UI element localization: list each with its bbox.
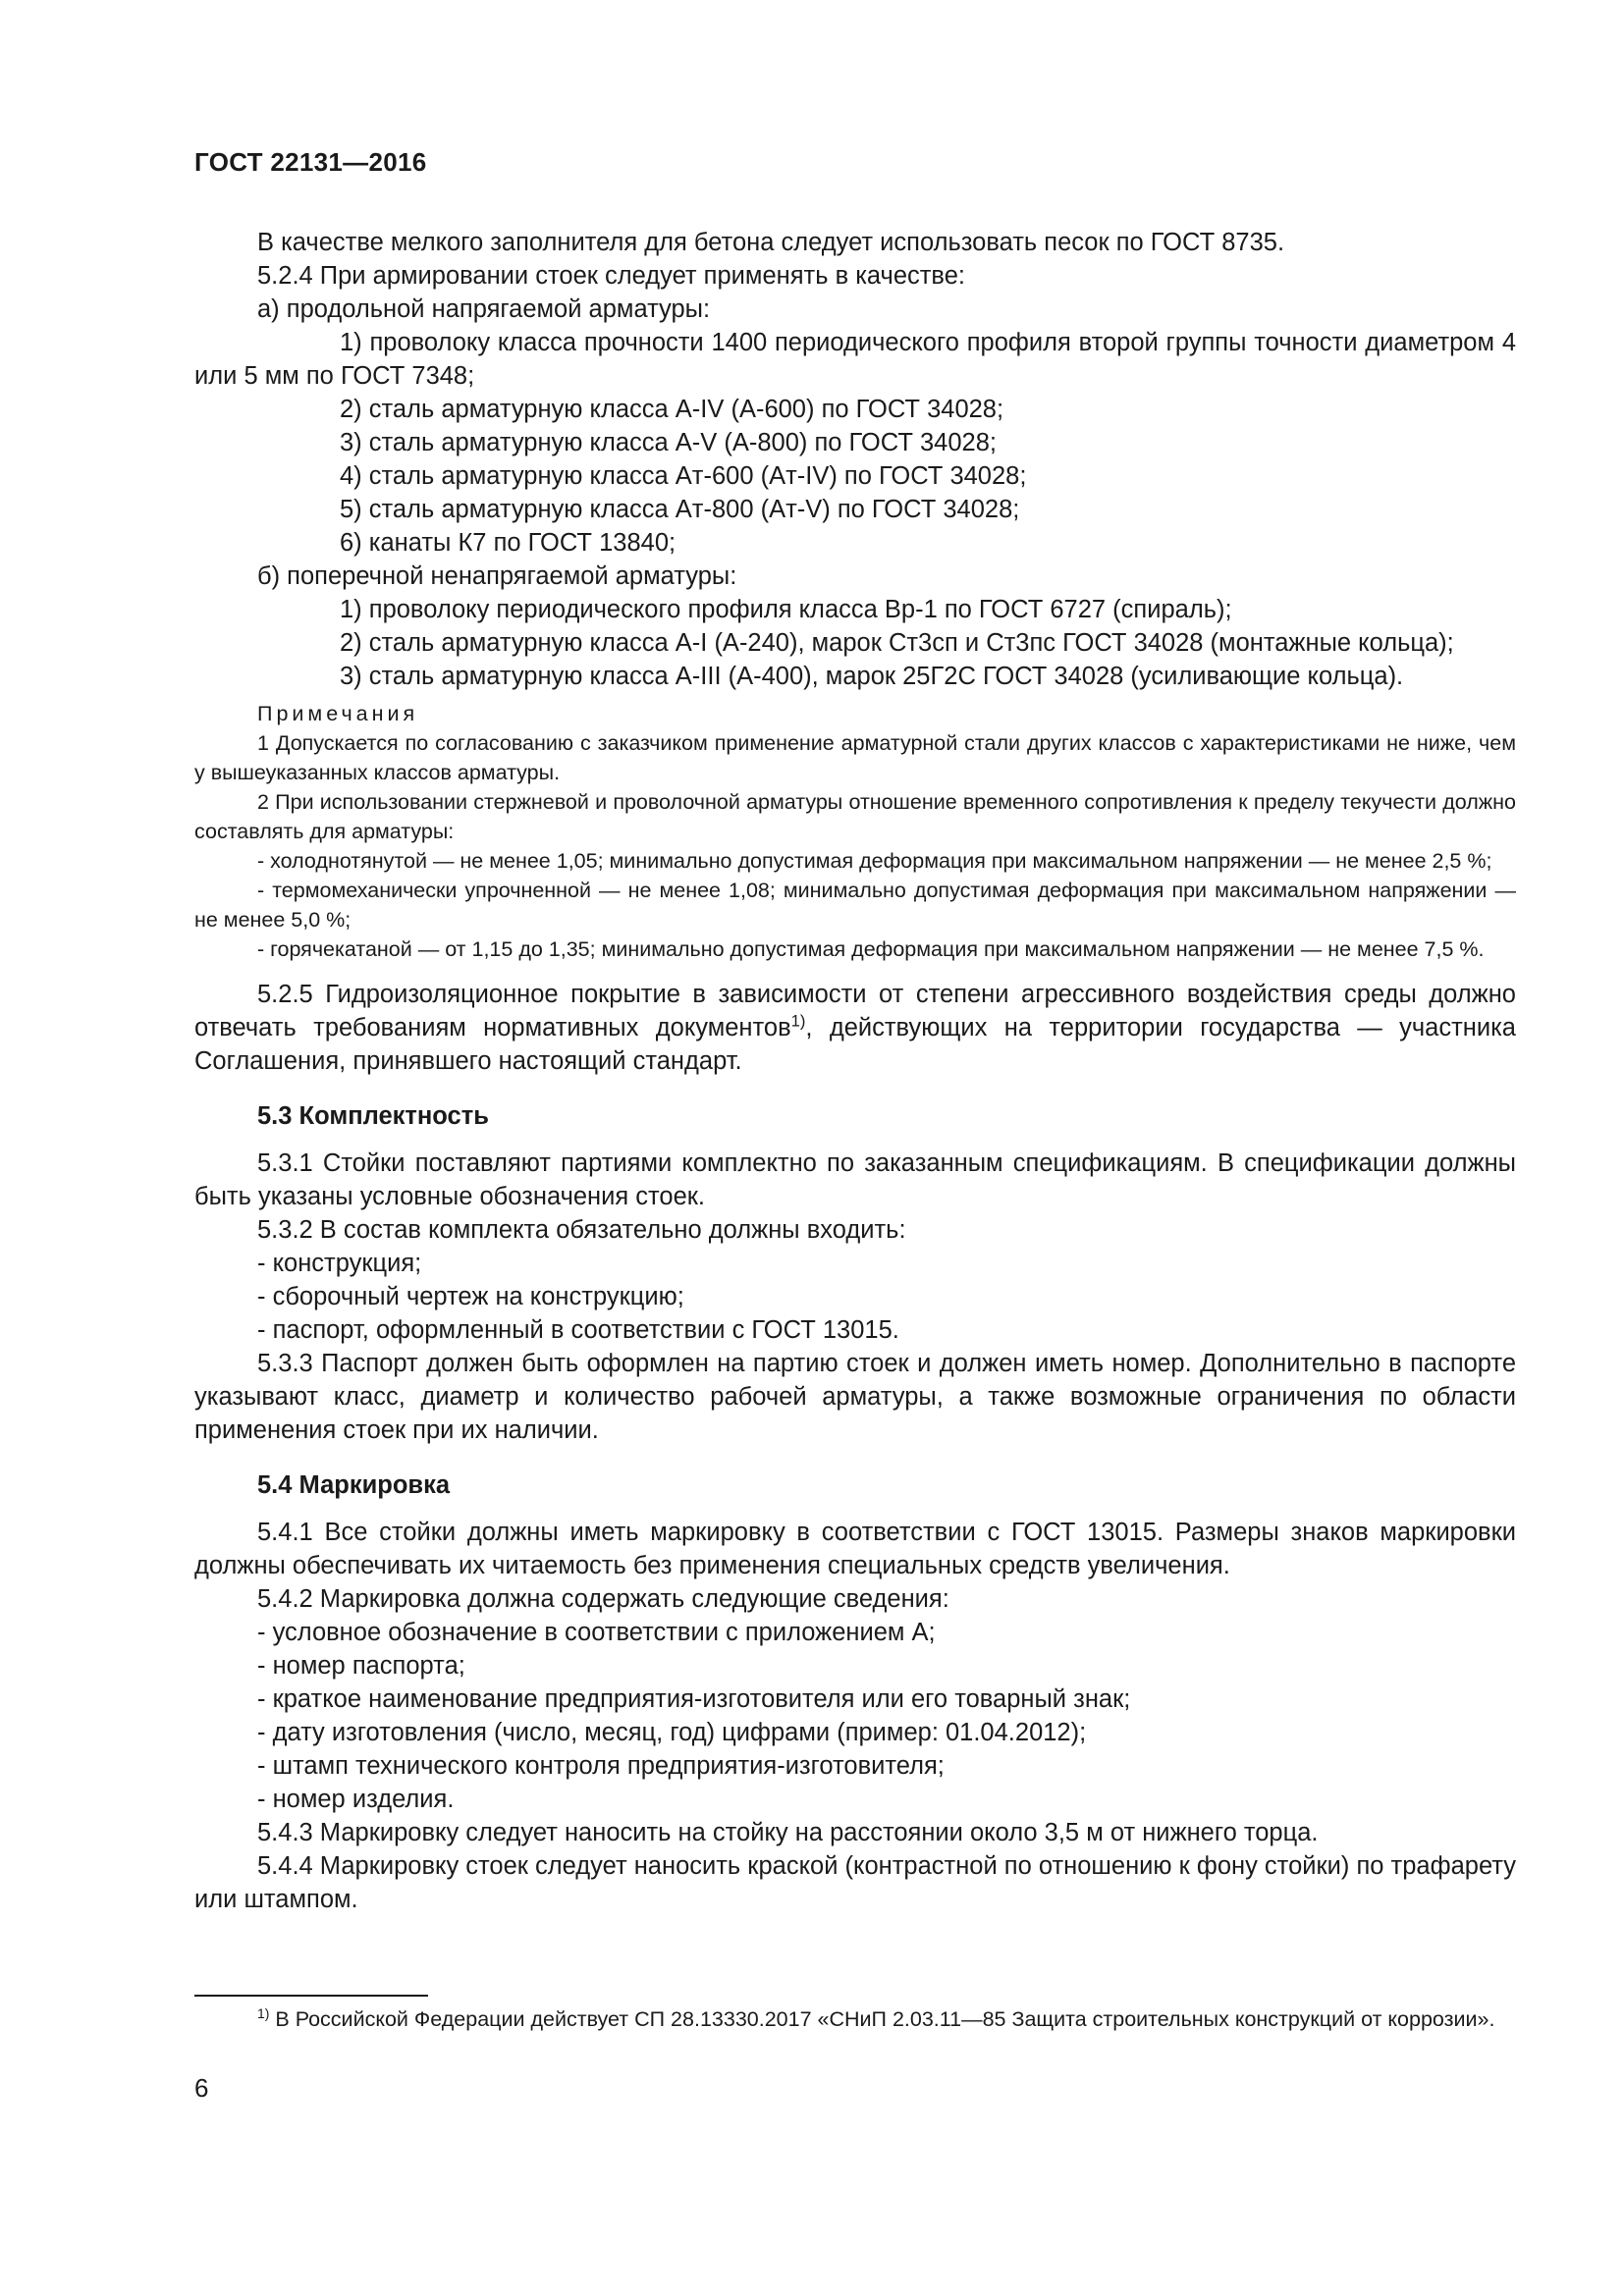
note: - горячекатаной — от 1,15 до 1,35; минимально допустимая деформация при максимальном напряжении — не менее 7,5 %. [257, 937, 1485, 961]
document-header: ГОСТ 22131—2016 [194, 147, 427, 177]
list-item: 4) сталь арматурную класса Aт-600 (Aт-IV) по ГОСТ 34028; [340, 462, 1027, 490]
list-item: 1) проволоку класса прочности 1400 периодического профиля второй группы точности диаметром 4 или 5 мм по ГОСТ 7348; [194, 329, 1516, 390]
note: 1 Допускается по согласованию с заказчиком применение арматурной стали других классов с характеристиками не ниже, чем у вышеуказанных классов арматуры. [194, 731, 1516, 784]
paragraph: 5.3.3 Паспорт должен быть оформлен на партию стоек и должен иметь номер. Дополнительно в паспорте указывают класс, диаметр и количество рабочей арматуры, а также возможные ограничения по области применения стоек при их наличии. [194, 1350, 1516, 1444]
list-item: - условное обозначение в соответствии с приложением А; [257, 1619, 936, 1646]
footnote-text: В Российской Федерации действует СП 28.13330.2017 «СНиП 2.03.11—85 Защита строительных конструкций от коррозии». [269, 2007, 1495, 2031]
list-item: б) поперечной ненапрягаемой арматуры: [257, 562, 737, 590]
list-item: - сборочный чертеж на конструкцию; [257, 1283, 684, 1310]
list-item: - краткое наименование предприятия-изготовителя или его товарный знак; [257, 1685, 1131, 1713]
list-item: 6) канаты К7 по ГОСТ 13840; [340, 529, 677, 557]
list-item: - номер изделия. [257, 1786, 455, 1813]
paragraph: 5.4.4 Маркировку стоек следует наносить краской (контрастной по отношению к фону стойки) по трафарету или штампом. [194, 1852, 1516, 1913]
footnote-mark: 1) [257, 2004, 270, 2021]
list-item: 3) сталь арматурную класса A-V (A-800) по ГОСТ 34028; [340, 429, 997, 456]
list-item: - дату изготовления (число, месяц, год) цифрами (пример: 01.04.2012); [257, 1719, 1087, 1746]
notes-heading: Примечания [257, 702, 419, 725]
paragraph-text: , действующих на территории государства — участника Соглашения, принявшего настоящий стандарт. [194, 1014, 1516, 1075]
note: - термомеханически упрочненной — не менее 1,08; минимально допустимая деформация при максимальном напряжении — не менее 5,0 %; [194, 879, 1516, 932]
list-item: - паспорт, оформленный в соответствии с ГОСТ 13015. [257, 1316, 899, 1344]
list-item: 1) проволоку периодического профиля класса Вр-1 по ГОСТ 6727 (спираль); [340, 596, 1232, 623]
list-item: 2) сталь арматурную класса A-I (A-240), марок Ст3сп и Ст3пс ГОСТ 34028 (монтажные кольца); [340, 629, 1454, 657]
list-item: - конструкция; [257, 1250, 422, 1277]
list-item: 3) сталь арматурную класса A-III (A-400), марок 25Г2С ГОСТ 34028 (усиливающие кольца). [340, 663, 1404, 690]
list-item: а) продольной напрягаемой арматуры: [257, 295, 711, 323]
list-item: - штамп технического контроля предприятия-изготовителя; [257, 1752, 945, 1780]
paragraph: 5.4.1 Все стойки должны иметь маркировку в соответствии с ГОСТ 13015. Размеры знаков маркировки должны обеспечивать их читаемость без применения специальных средств увеличения. [194, 1519, 1516, 1579]
paragraph: 5.3.2 В состав комплекта обязательно должны входить: [257, 1216, 906, 1244]
list-item: - номер паспорта; [257, 1652, 465, 1680]
paragraph: 5.3.1 Стойки поставляют партиями комплектно по заказанным спецификациям. В спецификации должны быть указаны условные обозначения стоек. [194, 1149, 1516, 1210]
paragraph-5-2-5 [194, 978, 1516, 1078]
section-heading: 5.3 Комплектность [257, 1102, 489, 1130]
footnote-reference: 1) [790, 1011, 806, 1031]
footnote [194, 2004, 1516, 2034]
paragraph-text: 5.2.5 Гидроизоляционное покрытие в зависимости от степени агрессивного воздействия среды должно отвечать требованиям нормативных документов [194, 981, 1516, 1041]
paragraph: В качестве мелкого заполнителя для бетона следует использовать песок по ГОСТ 8735. [257, 229, 1285, 256]
note: - холоднотянутой — не менее 1,05; минимально допустимая деформация при максимальном напряжении — не менее 2,5 %; [257, 849, 1492, 873]
paragraph: 5.4.3 Маркировку следует наносить на стойку на расстоянии около 3,5 м от нижнего торца. [257, 1819, 1319, 1846]
paragraph: 5.4.2 Маркировка должна содержать следующие сведения: [257, 1585, 949, 1613]
list-item: 2) сталь арматурную класса A-IV (A-600) по ГОСТ 34028; [340, 396, 1004, 423]
main-text [194, 226, 1516, 1916]
note: 2 При использовании стержневой и проволочной арматуры отношение временного сопротивления к пределу текучести должно составлять для арматуры: [194, 790, 1516, 843]
section-heading: 5.4 Маркировка [257, 1471, 451, 1499]
list-item: 5) сталь арматурную класса Aт-800 (Aт-V) по ГОСТ 34028; [340, 496, 1020, 523]
page-number: 6 [194, 2073, 209, 2103]
footnote-divider [194, 1995, 428, 1997]
paragraph: 5.2.4 При армировании стоек следует применять в качестве: [257, 262, 965, 290]
